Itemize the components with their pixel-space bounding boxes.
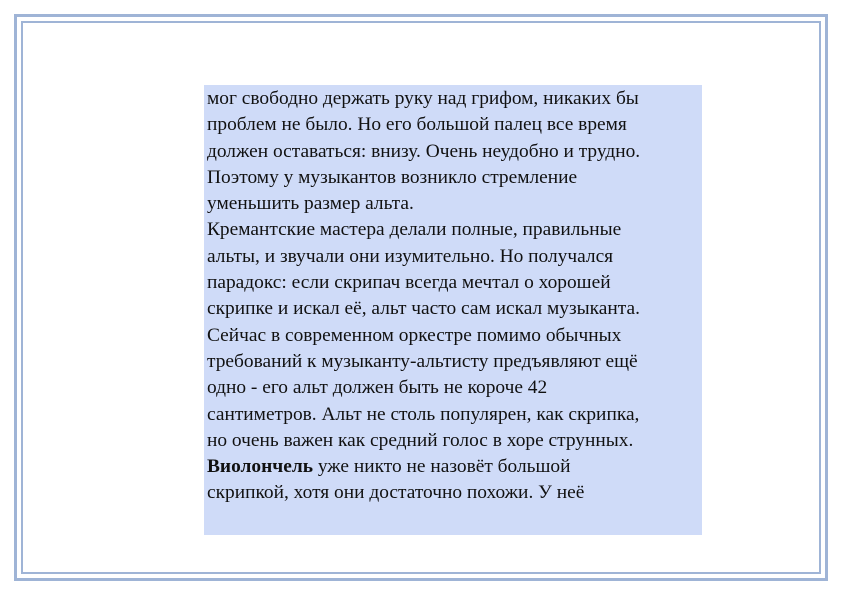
paragraph-3: [207, 323, 699, 454]
paragraph-2: [207, 217, 699, 322]
paragraph-1: [207, 86, 699, 217]
text-line: парадокс: если скрипач всегда мечтал о хорошей: [207, 272, 611, 294]
text-line: сантиметров. Альт не столь популярен, как скрипка,: [207, 403, 640, 425]
text-line: мог свободно держать руку над грифом, никаких бы: [207, 88, 639, 109]
text-line: проблем не было. Но его большой палец все время: [207, 114, 627, 136]
text-line: уменьшить размер альта.: [207, 193, 414, 215]
text-line: Сейчас в современном оркестре помимо обычных: [207, 324, 622, 346]
text-line: скрипке и искал её, альт часто сам искал музыканта.: [207, 298, 640, 320]
text-line: альты, и звучали они изумительно. Но получался: [207, 245, 614, 267]
text-line: должен оставаться: внизу. Очень неудобно и трудно.: [207, 140, 641, 162]
bold-term: Виолончель: [207, 456, 313, 478]
paragraph-4: [207, 454, 699, 507]
text-line: Поэтому у музыкантов возникло стремление: [207, 166, 578, 188]
text-line-lead: [207, 454, 699, 480]
text-line: одно - его альт должен быть не короче 42: [207, 377, 548, 399]
text-line: скрипкой, хотя они достаточно похожи. У неё: [207, 482, 585, 504]
text-line: Кремантские мастера делали полные, правильные: [207, 219, 622, 241]
text-line: требований к музыканту-альтисту предъявляют ещё: [207, 350, 638, 372]
text-line: но очень важен как средний голос в хоре струнных.: [207, 429, 634, 451]
text-box: [204, 85, 702, 535]
lead-rest: уже никто не назовёт большой: [312, 456, 571, 478]
